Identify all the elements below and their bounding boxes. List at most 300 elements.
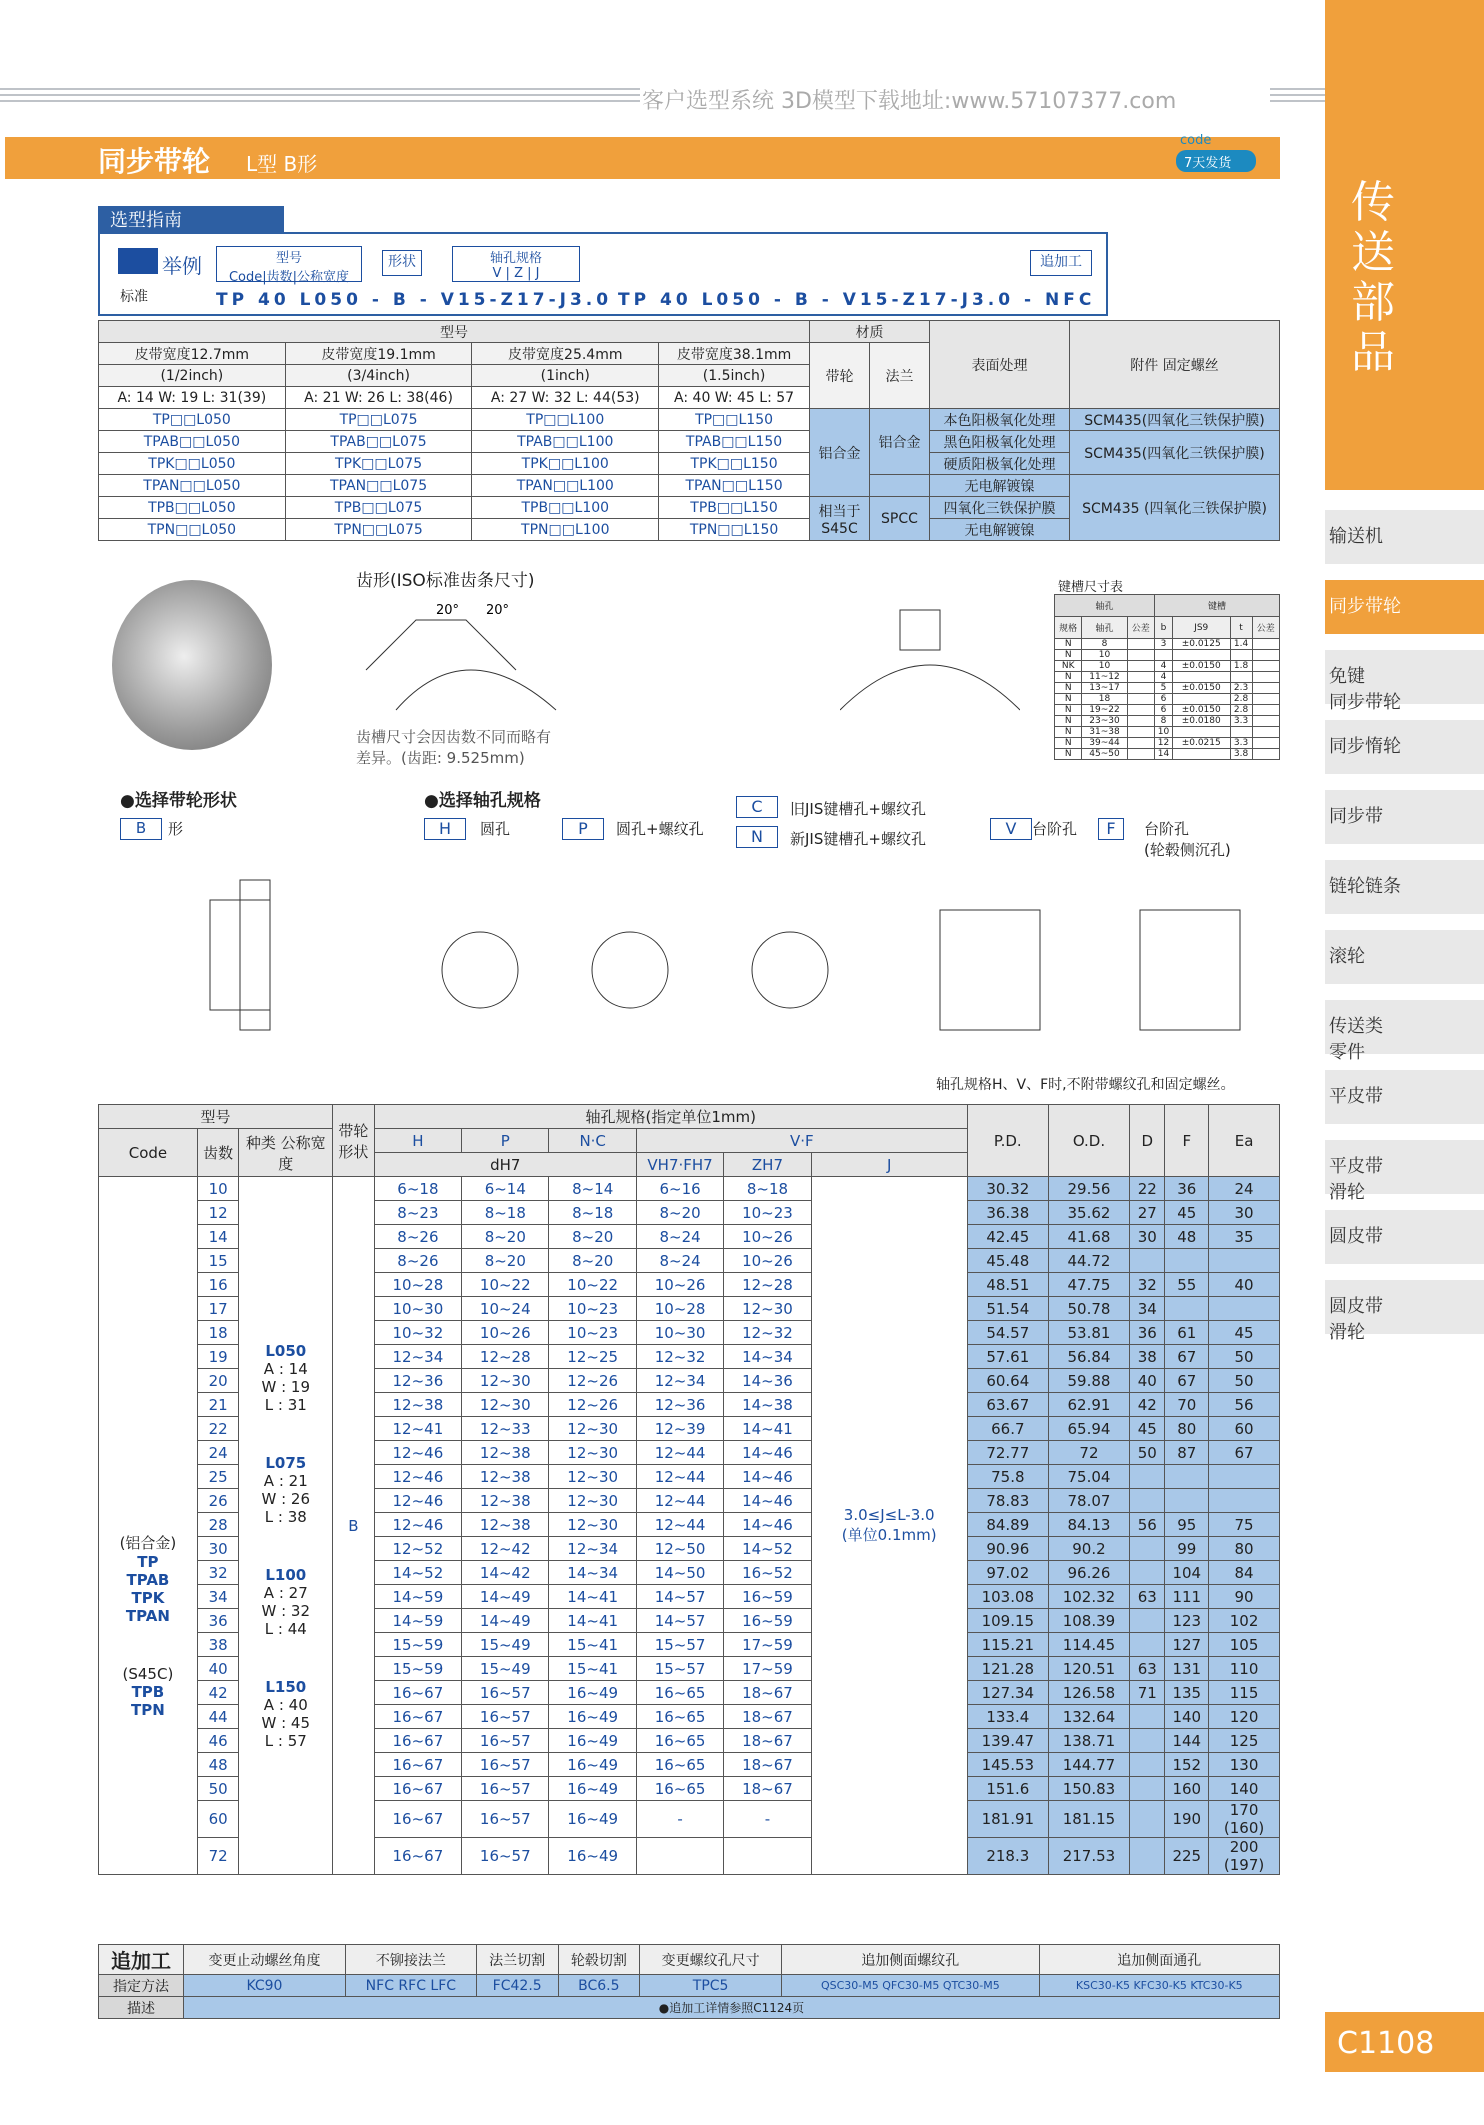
spec-dim bbox=[1130, 1838, 1165, 1875]
key-row bbox=[1055, 650, 1280, 661]
spec-bore: 6~18 bbox=[374, 1177, 461, 1201]
key-cell bbox=[1127, 705, 1154, 716]
key-cell: N bbox=[1055, 650, 1082, 661]
spec-dim: 108.39 bbox=[1048, 1609, 1129, 1633]
spec-kind-label: A : 40 bbox=[263, 1695, 308, 1714]
mt-head-flange: 法兰 bbox=[870, 343, 930, 409]
mt-r2c3: TPK□□L150 bbox=[659, 453, 810, 475]
spec-dim: 90.2 bbox=[1048, 1537, 1129, 1561]
key-cell: 12 bbox=[1154, 738, 1172, 749]
shape-title: ●选择带轮形状 bbox=[120, 791, 237, 811]
spec-bore: 16~67 bbox=[374, 1838, 461, 1875]
key-cell bbox=[1230, 727, 1252, 738]
key-cell bbox=[1127, 650, 1154, 661]
guide-head: 选型指南 bbox=[98, 206, 284, 232]
key-cell: 8 bbox=[1082, 639, 1127, 650]
key-row bbox=[1055, 727, 1280, 738]
spec-kind-label: A : 14 bbox=[263, 1359, 308, 1378]
spec-dim: 63.67 bbox=[967, 1393, 1048, 1417]
spec-dim: 170 (160) bbox=[1209, 1801, 1280, 1838]
spec-bore: 14~49 bbox=[462, 1609, 549, 1633]
spec-bore: 15~41 bbox=[549, 1657, 636, 1681]
spec-dim: 95 bbox=[1165, 1513, 1209, 1537]
sp-h-h: H bbox=[374, 1129, 461, 1153]
std2-9: Z17 bbox=[902, 290, 951, 310]
key-cell: 6 bbox=[1154, 705, 1172, 716]
spec-kind-label: W : 32 bbox=[261, 1601, 311, 1620]
mt-r4c3: TPB□□L150 bbox=[659, 497, 810, 519]
spec-teeth: 36 bbox=[197, 1609, 239, 1633]
key-row bbox=[1055, 639, 1280, 650]
spec-bore: 16~67 bbox=[374, 1729, 461, 1753]
guide-std-values2: TP 40 L050 - B - V15-Z17-J3.0 - NFC bbox=[618, 290, 1096, 310]
mt-head-model: 型号 bbox=[99, 321, 810, 343]
key-cell bbox=[1252, 749, 1279, 760]
spec-bore: 8~20 bbox=[462, 1249, 549, 1273]
spec-dim: 65.94 bbox=[1048, 1417, 1129, 1441]
spec-dim: 40 bbox=[1209, 1273, 1280, 1297]
key-cell: N bbox=[1055, 683, 1082, 694]
spec-bore: 16~57 bbox=[462, 1801, 549, 1838]
spec-dim: 139.47 bbox=[967, 1729, 1048, 1753]
mt-w2: 皮带宽度25.4mm bbox=[472, 343, 659, 365]
spec-bore: 16~67 bbox=[374, 1801, 461, 1838]
spec-dim: 40 bbox=[1130, 1369, 1165, 1393]
sp-h-f: F bbox=[1165, 1105, 1209, 1177]
key-cell: 18 bbox=[1082, 694, 1127, 705]
spec-dim: 102.32 bbox=[1048, 1585, 1129, 1609]
spec-dim: 36.38 bbox=[967, 1201, 1048, 1225]
nav-item-11[interactable]: 圆皮带 滑轮 bbox=[1325, 1280, 1484, 1342]
spec-bore: 6~14 bbox=[462, 1177, 549, 1201]
spec-bore: 16~57 bbox=[462, 1838, 549, 1875]
spec-bore: 16~57 bbox=[462, 1705, 549, 1729]
extra-code-5: QSC30-M5 QFC30-M5 QTC30-M5 bbox=[782, 1975, 1040, 1997]
spec-dim: 29.56 bbox=[1048, 1177, 1129, 1201]
nav-item-2[interactable]: 免键 同步带轮 bbox=[1325, 650, 1484, 712]
nav-item-9[interactable]: 平皮带 滑轮 bbox=[1325, 1140, 1484, 1202]
spec-dim: 60.64 bbox=[967, 1369, 1048, 1393]
mt-r5c0: TPN□□L050 bbox=[99, 519, 286, 541]
spec-bore: - bbox=[724, 1801, 811, 1838]
shape-drawing bbox=[120, 840, 370, 1070]
spec-bore: 12~46 bbox=[374, 1465, 461, 1489]
spec-bore: 16~49 bbox=[549, 1838, 636, 1875]
mt-i3: (1.5inch) bbox=[659, 365, 810, 387]
mt-i1: (3/4inch) bbox=[285, 365, 472, 387]
spec-bore: 10~28 bbox=[374, 1273, 461, 1297]
key-cell bbox=[1172, 650, 1230, 661]
spec-dim bbox=[1165, 1249, 1209, 1273]
spec-bore: 14~46 bbox=[724, 1441, 811, 1465]
spec-code-label: TPN bbox=[131, 1701, 165, 1719]
spec-code-label: TPB bbox=[131, 1683, 165, 1701]
key-cell: N bbox=[1055, 738, 1082, 749]
spec-bore: 12~46 bbox=[374, 1513, 461, 1537]
key-cell: 3.8 bbox=[1230, 749, 1252, 760]
spec-bore: 12~38 bbox=[374, 1393, 461, 1417]
spec-bore: 18~67 bbox=[724, 1777, 811, 1801]
banner-line bbox=[1270, 94, 1325, 96]
spec-bore: 16~49 bbox=[549, 1753, 636, 1777]
spec-dim: 126.58 bbox=[1048, 1681, 1129, 1705]
spec-bore: 16~57 bbox=[462, 1777, 549, 1801]
spec-dim: 56 bbox=[1209, 1393, 1280, 1417]
key-row bbox=[1055, 705, 1280, 716]
key-cell: 45~50 bbox=[1082, 749, 1127, 760]
spec-dim: 56.84 bbox=[1048, 1345, 1129, 1369]
extra-desc: ●追加工详情参照C1124页 bbox=[184, 1997, 1280, 2019]
key-cell: 11~12 bbox=[1082, 672, 1127, 683]
spec-kind-label: L075 bbox=[265, 1453, 307, 1472]
sp-h-pd: P.D. bbox=[967, 1105, 1048, 1177]
bore-title: ●选择轴孔规格 bbox=[424, 791, 541, 811]
spec-bore: 12~28 bbox=[724, 1273, 811, 1297]
extra-spec-label: 指定方法 bbox=[99, 1975, 184, 1997]
key-row bbox=[1055, 683, 1280, 694]
spec-bore: 10~23 bbox=[549, 1297, 636, 1321]
spec-bore: 16~52 bbox=[724, 1561, 811, 1585]
spec-bore: 8~20 bbox=[636, 1201, 723, 1225]
spec-dim: 53.81 bbox=[1048, 1321, 1129, 1345]
nav-item-8[interactable]: 平皮带 bbox=[1325, 1070, 1484, 1132]
spec-bore: 16~67 bbox=[374, 1777, 461, 1801]
spec-bore: 12~36 bbox=[636, 1393, 723, 1417]
spec-bore: 16~67 bbox=[374, 1681, 461, 1705]
spec-bore: 12~26 bbox=[549, 1393, 636, 1417]
mt-r3c1: TPAN□□L075 bbox=[285, 475, 472, 497]
sp-h-vf: V·F bbox=[636, 1129, 967, 1153]
side-title: 传送部品 bbox=[1351, 177, 1395, 378]
nav-item-4[interactable]: 同步带 bbox=[1325, 790, 1484, 852]
key-cell bbox=[1154, 650, 1172, 661]
mt-r1c1: TPAB□□L075 bbox=[285, 431, 472, 453]
spec-bore: 14~49 bbox=[462, 1585, 549, 1609]
guide-col-width: 公称宽度 bbox=[297, 270, 350, 285]
extra-col-6: 追加侧面通孔 bbox=[1039, 1945, 1279, 1975]
shape-b-box: B bbox=[120, 818, 162, 840]
spec-dim: 75 bbox=[1209, 1513, 1280, 1537]
mt-r1c3: TPAB□□L150 bbox=[659, 431, 810, 453]
key-cell: 5 bbox=[1154, 683, 1172, 694]
spec-bore: 14~52 bbox=[374, 1561, 461, 1585]
mt-d1: A: 21 W: 26 L: 38(46) bbox=[285, 387, 472, 409]
badge-code: code bbox=[1180, 133, 1212, 148]
spec-dim: 102 bbox=[1209, 1609, 1280, 1633]
spec-bore: 8~24 bbox=[636, 1249, 723, 1273]
spec-dim bbox=[1130, 1801, 1165, 1838]
spec-dim: 150.83 bbox=[1048, 1777, 1129, 1801]
spec-bore: 10~22 bbox=[462, 1273, 549, 1297]
page-subtitle: L型 B形 bbox=[246, 152, 318, 176]
key-cell: 4 bbox=[1154, 661, 1172, 672]
spec-teeth: 28 bbox=[197, 1513, 239, 1537]
guide-shape: 形状 bbox=[382, 250, 422, 276]
std2-1: TP bbox=[618, 290, 651, 310]
spec-bore: 12~34 bbox=[374, 1345, 461, 1369]
mt-s5: 无电解镀镍 bbox=[930, 519, 1070, 541]
mt-flange-al bbox=[870, 475, 930, 497]
spec-teeth: 18 bbox=[197, 1321, 239, 1345]
spec-bore: 14~59 bbox=[374, 1609, 461, 1633]
nav-item-7[interactable]: 传送类 零件 bbox=[1325, 1000, 1484, 1062]
key-cell bbox=[1252, 716, 1279, 727]
spec-dim: 111 bbox=[1165, 1585, 1209, 1609]
std2-5: B bbox=[794, 290, 812, 310]
spec-dim: 104 bbox=[1165, 1561, 1209, 1585]
spec-dim: 50 bbox=[1130, 1441, 1165, 1465]
mt-s0: 本色阳极氧化处理 bbox=[930, 409, 1070, 431]
spec-bore: 10~26 bbox=[724, 1249, 811, 1273]
nav-item-1[interactable]: 同步带轮 bbox=[1325, 580, 1484, 642]
spec-bore bbox=[724, 1838, 811, 1875]
mt-d0: A: 14 W: 19 L: 31(39) bbox=[99, 387, 286, 409]
spec-code-label: TPK bbox=[131, 1589, 165, 1607]
spec-dim bbox=[1130, 1249, 1165, 1273]
key-row bbox=[1055, 749, 1280, 760]
spec-dim: 48.51 bbox=[967, 1273, 1048, 1297]
tooth-drawing bbox=[356, 600, 576, 730]
std2-3: L050 bbox=[701, 290, 764, 310]
key-cell bbox=[1127, 683, 1154, 694]
spec-bore: 12~52 bbox=[374, 1537, 461, 1561]
spec-bore: 14~57 bbox=[636, 1585, 723, 1609]
key-cell: ±0.0215 bbox=[1172, 738, 1230, 749]
spec-bore: 17~59 bbox=[724, 1657, 811, 1681]
spec-dim: 110 bbox=[1209, 1657, 1280, 1681]
key-cell bbox=[1252, 694, 1279, 705]
mt-r0c1: TP□□L075 bbox=[285, 409, 472, 431]
spec-dim: 30 bbox=[1209, 1201, 1280, 1225]
spec-dim: 84 bbox=[1209, 1561, 1280, 1585]
spec-bore: 12~44 bbox=[636, 1489, 723, 1513]
spec-dim: 225 bbox=[1165, 1838, 1209, 1875]
key-cell: 1.8 bbox=[1230, 661, 1252, 672]
key-cell: 4 bbox=[1154, 672, 1172, 683]
spec-bore: 14~41 bbox=[724, 1417, 811, 1441]
spec-bore: 12~28 bbox=[462, 1345, 549, 1369]
spec-teeth: 40 bbox=[197, 1657, 239, 1681]
guide-standard: 标准 bbox=[120, 289, 148, 305]
spec-bore: 16~49 bbox=[549, 1705, 636, 1729]
mt-i2: (1inch) bbox=[472, 365, 659, 387]
spec-codes bbox=[99, 1177, 198, 1875]
mt-r1c0: TPAB□□L050 bbox=[99, 431, 286, 453]
spec-dim bbox=[1209, 1297, 1280, 1321]
spec-dim: 30.32 bbox=[967, 1177, 1048, 1201]
nav-item-5[interactable]: 链轮链条 bbox=[1325, 860, 1484, 922]
mt-r2c2: TPK□□L100 bbox=[472, 453, 659, 475]
sp-h-bore: 轴孔规格(指定单位1mm) bbox=[374, 1105, 967, 1129]
page-code: C1108 bbox=[1325, 2012, 1484, 2072]
spec-bore: 12~44 bbox=[636, 1513, 723, 1537]
nav-item-0[interactable]: 输送机 bbox=[1325, 510, 1484, 572]
spec-bore: 15~41 bbox=[549, 1633, 636, 1657]
key-cell bbox=[1252, 639, 1279, 650]
key-cell: 10 bbox=[1082, 650, 1127, 661]
spec-bore: 16~49 bbox=[549, 1777, 636, 1801]
std2-2: 40 bbox=[659, 290, 692, 310]
spec-dim: 80 bbox=[1165, 1417, 1209, 1441]
extra-col-0: 变更止动螺丝角度 bbox=[184, 1945, 346, 1975]
spec-bore: 8~18 bbox=[724, 1177, 811, 1201]
nav-item-6[interactable]: 滚轮 bbox=[1325, 930, 1484, 992]
spec-dim: 35 bbox=[1209, 1225, 1280, 1249]
spec-teeth: 14 bbox=[197, 1225, 239, 1249]
spec-bore: 12~46 bbox=[374, 1441, 461, 1465]
spec-dim bbox=[1130, 1633, 1165, 1657]
std-6: - bbox=[419, 290, 431, 310]
spec-bore: 16~57 bbox=[462, 1681, 549, 1705]
spec-dim: 217.53 bbox=[1048, 1838, 1129, 1875]
bore-c: C bbox=[736, 796, 778, 818]
spec-dim: 151.6 bbox=[967, 1777, 1048, 1801]
spec-dim: 125 bbox=[1209, 1729, 1280, 1753]
spec-bore: 10~22 bbox=[549, 1273, 636, 1297]
key-cell bbox=[1127, 716, 1154, 727]
spec-dim: 47.75 bbox=[1048, 1273, 1129, 1297]
key-cell: N bbox=[1055, 672, 1082, 683]
key-row bbox=[1055, 738, 1280, 749]
mt-s1: 黑色阳极氧化处理 bbox=[930, 431, 1070, 453]
mt-r5c3: TPN□□L150 bbox=[659, 519, 810, 541]
extra-code-3: BC6.5 bbox=[558, 1975, 640, 1997]
spec-bore: 16~65 bbox=[636, 1753, 723, 1777]
bore-f-text: 台阶孔 (轮毂侧沉孔) bbox=[1144, 820, 1231, 859]
spec-dim: 72.77 bbox=[967, 1441, 1048, 1465]
spec-dim: 84.89 bbox=[967, 1513, 1048, 1537]
key-cell: 1.4 bbox=[1230, 639, 1252, 650]
spec-dim: 78.07 bbox=[1048, 1489, 1129, 1513]
mt-s3: 无电解镀镍 bbox=[930, 475, 1070, 497]
key-cell: N bbox=[1055, 639, 1082, 650]
std2-13: NFC bbox=[1044, 290, 1096, 310]
key-cell: 3 bbox=[1154, 639, 1172, 650]
mt-d2: A: 27 W: 32 L: 44(53) bbox=[472, 387, 659, 409]
spec-teeth: 24 bbox=[197, 1441, 239, 1465]
spec-dim: 97.02 bbox=[967, 1561, 1048, 1585]
extra-code-0: KC90 bbox=[184, 1975, 346, 1997]
spec-dim: 59.88 bbox=[1048, 1369, 1129, 1393]
spec-teeth: 25 bbox=[197, 1465, 239, 1489]
spec-bore: 8~23 bbox=[374, 1201, 461, 1225]
key-cell bbox=[1127, 749, 1154, 760]
banner-text: 客户选型系统 3D模型下载地址:www.57107377.com bbox=[642, 89, 1177, 114]
spec-bore: 12~50 bbox=[636, 1537, 723, 1561]
spec-kind-label: A : 21 bbox=[263, 1471, 308, 1490]
spec-bore: 16~59 bbox=[724, 1609, 811, 1633]
bore-n: N bbox=[736, 826, 778, 848]
spec-dim bbox=[1165, 1489, 1209, 1513]
shape-b-text: 形 bbox=[168, 820, 184, 838]
key-cell bbox=[1172, 694, 1230, 705]
spec-bore: 12~30 bbox=[724, 1297, 811, 1321]
spec-dim: 133.4 bbox=[967, 1705, 1048, 1729]
spec-dim: 200 (197) bbox=[1209, 1838, 1280, 1875]
spec-dim: 55 bbox=[1165, 1273, 1209, 1297]
spec-bore: 17~59 bbox=[724, 1633, 811, 1657]
spec-bore: 18~67 bbox=[724, 1681, 811, 1705]
spec-dim: 123 bbox=[1165, 1609, 1209, 1633]
spec-dim: 114.45 bbox=[1048, 1633, 1129, 1657]
bore-p: P bbox=[562, 818, 604, 840]
key-sub-6: 公差 bbox=[1252, 617, 1279, 639]
sp-h-od: O.D. bbox=[1048, 1105, 1129, 1177]
guide-col-teeth: 齿数 bbox=[266, 270, 293, 285]
guide-extra: 追加工 bbox=[1030, 250, 1092, 276]
nav-item-3[interactable]: 同步惰轮 bbox=[1325, 720, 1484, 782]
spec-bore: 12~25 bbox=[549, 1345, 636, 1369]
key-cell bbox=[1230, 650, 1252, 661]
spec-dim: 67 bbox=[1165, 1369, 1209, 1393]
extra-col-5: 追加侧面螺纹孔 bbox=[782, 1945, 1040, 1975]
spec-bore: 18~67 bbox=[724, 1705, 811, 1729]
sp-h-kind: 种类 公称宽度 bbox=[239, 1129, 333, 1177]
guide-bore-box: 轴孔规格 V | Z | J bbox=[452, 246, 580, 282]
spec-teeth: 48 bbox=[197, 1753, 239, 1777]
mt-r0c3: TP□□L150 bbox=[659, 409, 810, 431]
spec-dim: 45 bbox=[1130, 1417, 1165, 1441]
guide-col-j: J bbox=[535, 266, 540, 281]
spec-dim: 78.83 bbox=[967, 1489, 1048, 1513]
mt-r1c2: TPAB□□L100 bbox=[472, 431, 659, 453]
spec-bore: 12~42 bbox=[462, 1537, 549, 1561]
sp-h-ea: Ea bbox=[1209, 1105, 1280, 1177]
guide-col-code: Code bbox=[228, 270, 263, 285]
nav-item-10[interactable]: 圆皮带 bbox=[1325, 1210, 1484, 1272]
spec-dim bbox=[1165, 1297, 1209, 1321]
bore-p-text: 圆孔+螺纹孔 bbox=[616, 820, 704, 838]
spec-dim bbox=[1130, 1465, 1165, 1489]
mt-w3: 皮带宽度38.1mm bbox=[659, 343, 810, 365]
mt-head-material: 材质 bbox=[810, 321, 930, 343]
spec-bore: 14~46 bbox=[724, 1489, 811, 1513]
key-cell bbox=[1252, 683, 1279, 694]
tooth-title: 齿形(ISO标准齿条尺寸) bbox=[356, 571, 535, 591]
spec-dim: 22 bbox=[1130, 1177, 1165, 1201]
std-9: Z17 bbox=[500, 290, 549, 310]
badge-days: 7天发货 bbox=[1176, 150, 1256, 172]
spec-dim bbox=[1130, 1753, 1165, 1777]
spec-dim bbox=[1130, 1729, 1165, 1753]
spec-kind-label: L100 bbox=[265, 1565, 307, 1584]
spec-bore: 8~18 bbox=[549, 1201, 636, 1225]
spec-teeth: 30 bbox=[197, 1537, 239, 1561]
spec-bore: 14~42 bbox=[462, 1561, 549, 1585]
spec-teeth: 38 bbox=[197, 1633, 239, 1657]
key-col-key: 键槽 bbox=[1154, 595, 1279, 617]
extra-col-1: 不铆接法兰 bbox=[345, 1945, 476, 1975]
mt-r2c0: TPK□□L050 bbox=[99, 453, 286, 475]
key-row bbox=[1055, 672, 1280, 683]
key-cell: 2.8 bbox=[1230, 705, 1252, 716]
spec-bore: 10~30 bbox=[636, 1321, 723, 1345]
spec-dim: 160 bbox=[1165, 1777, 1209, 1801]
spec-dim: 30 bbox=[1130, 1225, 1165, 1249]
spec-bore: 16~65 bbox=[636, 1705, 723, 1729]
key-cell: 31~38 bbox=[1082, 727, 1127, 738]
spec-bore: 16~65 bbox=[636, 1681, 723, 1705]
key-cell: N bbox=[1055, 749, 1082, 760]
mt-r0c2: TP□□L100 bbox=[472, 409, 659, 431]
key-cell: 39~44 bbox=[1082, 738, 1127, 749]
spec-table bbox=[98, 1104, 1280, 1875]
spec-bore: 12~32 bbox=[724, 1321, 811, 1345]
spec-bore: 8~26 bbox=[374, 1249, 461, 1273]
spec-bore: 14~41 bbox=[549, 1585, 636, 1609]
spec-dim: 135 bbox=[1165, 1681, 1209, 1705]
spec-bore: 15~49 bbox=[462, 1633, 549, 1657]
